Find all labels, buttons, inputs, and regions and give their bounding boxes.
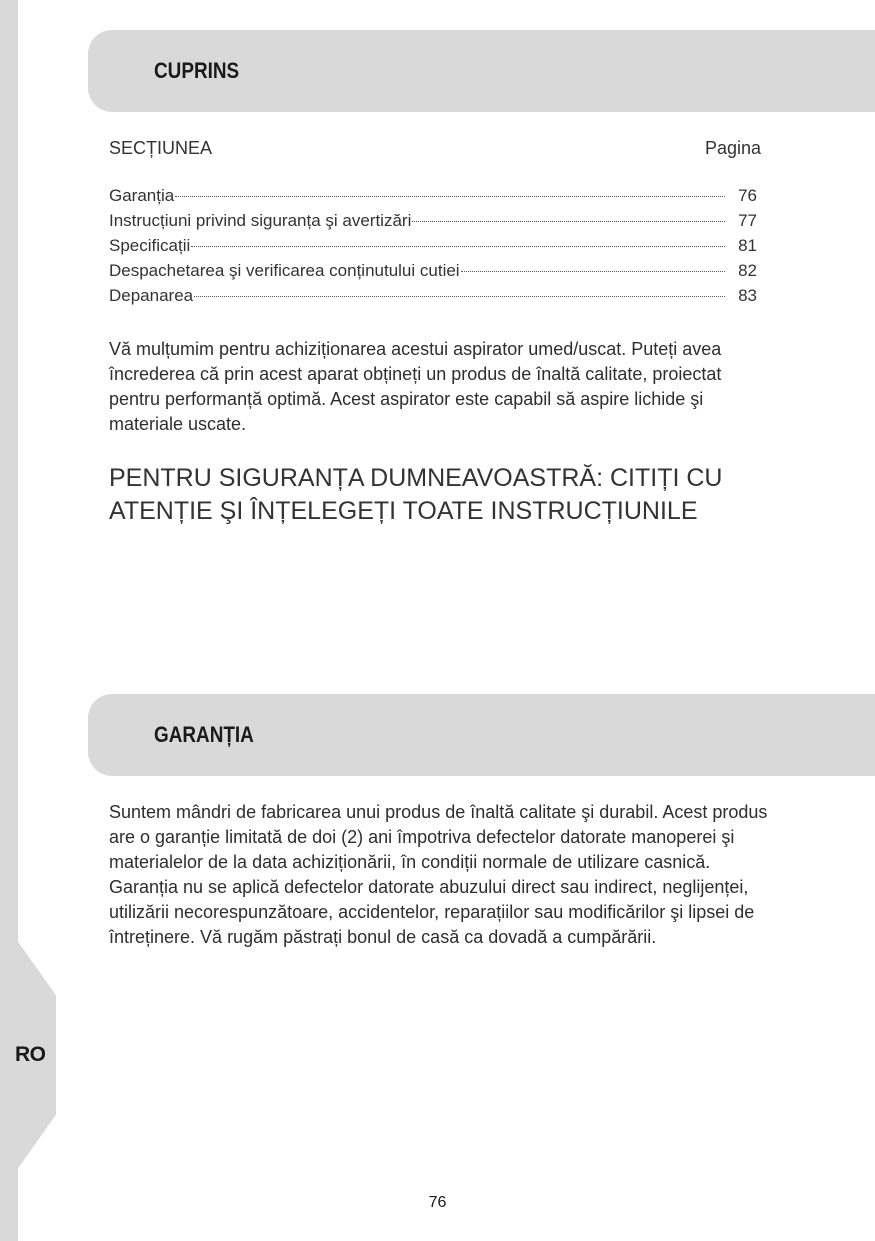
toc-entry[interactable] [109,286,757,311]
toc-entry[interactable] [109,261,757,286]
warranty-title: GARANȚIA [154,722,254,747]
toc-entry-page: 83 [738,286,757,305]
section-column-header: SECȚIUNEA [109,138,213,158]
warranty-header-band [88,694,875,776]
language-code: RO [15,1043,46,1066]
warranty-paragraph: Suntem mândri de fabricarea unui produs de înaltă calitate şi durabil. Acest produs are o garanție limitată de doi (2) ani împotriva defectelor datorate manoperei şi materialelor de la data achiziționării, în condiții normale de utilizare casnică. Garanția nu se aplică defectelor datorate abuzului direct sau indirect, neglijenței, utilizării necorespunzătoare, accidentelor, reparațiilor sau modificărilor şi lipsei de întreținere. Vă rugăm păstrați bonul de casă ca dovadă a cumpărării. [109,802,768,947]
toc-entry-label: Specificații [109,236,191,255]
page-column-header: Pagina [704,138,761,158]
toc-title: CUPRINS [154,58,240,83]
toc-entry-label: Depanarea [109,286,194,305]
dot-leader [175,196,725,197]
toc-entry-page: 76 [738,186,757,205]
toc-header-band [88,30,875,112]
dot-leader [194,296,725,297]
dot-leader [461,271,725,272]
toc-entry-label: Instrucțiuni privind siguranța şi avertizări [109,211,412,230]
toc-entry[interactable] [109,211,757,236]
toc-entry-page: 82 [738,261,757,280]
intro-paragraph: Vă mulțumim pentru achiziționarea acestui aspirator umed/uscat. Puteți avea încrederea că prin acest aparat obțineți un produs de înaltă calitate, proiectat pentru performanță optimă. Acest aspirator este capabil să aspire lichide şi materiale uscate. [109,339,722,434]
toc-entry-page: 81 [738,236,757,255]
toc-list [109,186,757,311]
toc-entry[interactable] [109,186,757,211]
dot-leader [412,221,725,222]
toc-entry[interactable] [109,236,757,261]
dot-leader [191,246,725,247]
toc-entry-label: Despachetarea şi verificarea conținutului cutiei [109,261,460,280]
toc-entry-label: Garanția [109,186,175,205]
page-number: 76 [428,1194,447,1211]
toc-column-headers [109,138,761,159]
safety-heading: PENTRU SIGURANȚA DUMNEAVOASTRĂ: CITIȚI CU ATENȚIE ŞI ÎNȚELEGEȚI TOATE INSTRUCȚIUNILE [109,464,723,525]
toc-entry-page: 77 [738,211,757,230]
